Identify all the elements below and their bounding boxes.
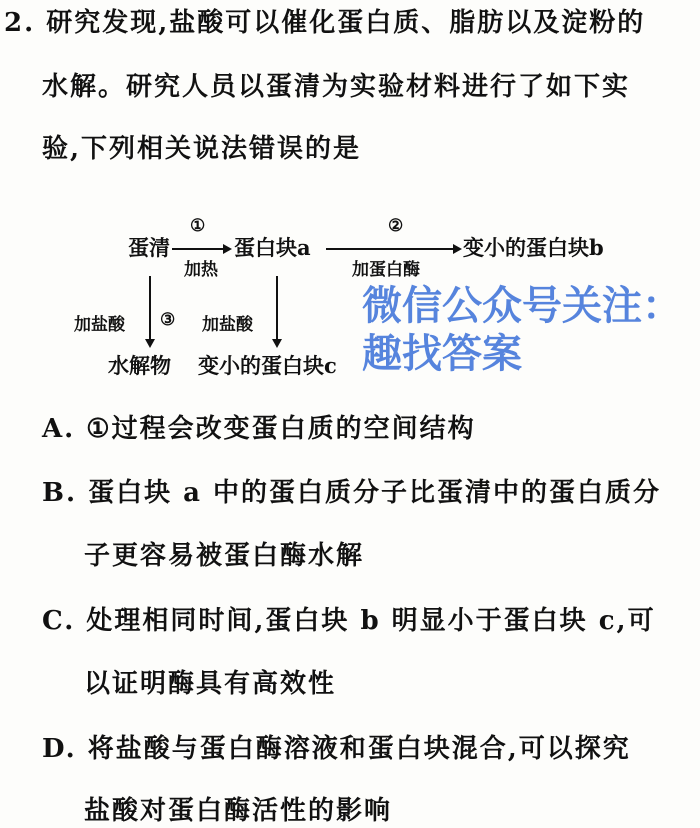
add-hcl-label-1: 加盐酸 bbox=[74, 315, 125, 335]
option-b-line-1: B. 蛋白块 a 中的蛋白质分子比蛋清中的蛋白质分 bbox=[42, 478, 662, 508]
block-a-label: 蛋白块a bbox=[234, 235, 311, 260]
arrow-hcl-2 bbox=[276, 276, 278, 346]
question-line-2: 水解。研究人员以蛋清为实验材料进行了如下实 bbox=[42, 72, 631, 102]
option-a: A. ①过程会改变蛋白质的空间结构 bbox=[42, 414, 476, 444]
block-b-label: 变小的蛋白块b bbox=[463, 235, 604, 260]
arrow-heat bbox=[172, 248, 230, 250]
option-b-line-2: 子更容易被蛋白酶水解 bbox=[84, 541, 365, 571]
option-c-line-2: 以证明酶具有高效性 bbox=[84, 669, 337, 699]
step-1-label: ① bbox=[190, 216, 206, 236]
step-2-label: ② bbox=[388, 216, 404, 236]
arrow-protease bbox=[326, 248, 460, 250]
hydrolysate-label: 水解物 bbox=[108, 353, 171, 378]
egg-white-label: 蛋清 bbox=[128, 235, 170, 260]
add-hcl-label-2: 加盐酸 bbox=[202, 315, 253, 335]
block-c-label: 变小的蛋白块c bbox=[198, 353, 337, 378]
heat-label: 加热 bbox=[184, 260, 218, 280]
add-protease-label: 加蛋白酶 bbox=[352, 260, 420, 280]
step-3-label: ③ bbox=[160, 310, 176, 330]
option-c-line-1: C. 处理相同时间,蛋白块 b 明显小于蛋白块 c,可 bbox=[42, 606, 656, 636]
option-d-line-2: 盐酸对蛋白酶活性的影响 bbox=[84, 796, 393, 826]
question-line-3: 验,下列相关说法错误的是 bbox=[42, 134, 362, 164]
arrow-hcl-1 bbox=[149, 276, 151, 346]
question-line-1: 2. 研究发现,盐酸可以催化蛋白质、脂肪以及淀粉的 bbox=[4, 8, 646, 38]
option-d-line-1: D. 将盐酸与蛋白酶溶液和蛋白块混合,可以探究 bbox=[42, 734, 631, 764]
watermark: 微信公众号关注：趣找答案 bbox=[362, 283, 682, 377]
